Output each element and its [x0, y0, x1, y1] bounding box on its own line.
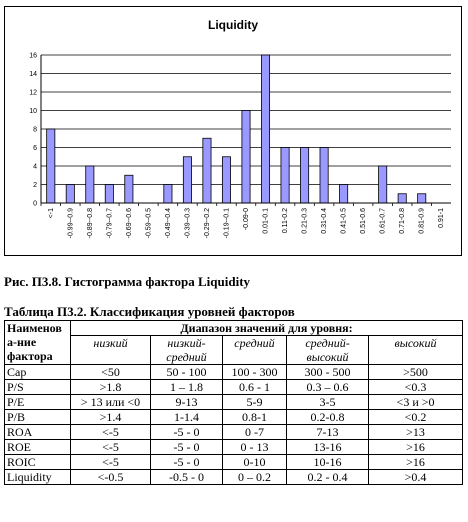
- range-cell: -5 - 0: [151, 440, 223, 455]
- level-header-line: средний: [234, 336, 275, 350]
- histogram-bar: [398, 194, 406, 203]
- level-header-line: высокий: [394, 336, 437, 350]
- x-tick-label: -0.89--0.8: [86, 208, 94, 239]
- table-row: [5, 455, 463, 470]
- range-cell: -5 - 0: [151, 455, 223, 470]
- histogram-bar: [340, 185, 348, 204]
- factor-name-cell: Cap: [5, 365, 71, 380]
- y-tick-label: 12: [29, 89, 37, 97]
- histogram-bar: [47, 129, 55, 203]
- range-cell: -0.5 - 0: [151, 470, 223, 485]
- factor-name-cell: P/E: [5, 395, 71, 410]
- range-cell: <50: [71, 365, 151, 380]
- x-tick-label: -0.99--0.9: [67, 208, 75, 239]
- level-header-line: высокий: [306, 350, 349, 364]
- x-tick-label: 0.81-0.9: [418, 208, 426, 234]
- x-tick-label: -0.29--0.2: [203, 208, 211, 239]
- x-tick-label: -0.69--0.6: [125, 208, 133, 239]
- histogram-bar: [300, 148, 308, 204]
- y-tick-label: 4: [33, 163, 37, 171]
- table-title: Таблица П3.2. Классификация уровней факторов: [4, 304, 295, 319]
- level-header-row: [5, 336, 463, 365]
- table-row: [5, 410, 463, 425]
- histogram-bar: [164, 185, 172, 204]
- x-tick-label: 0.41-0.5: [340, 208, 348, 234]
- range-cell: 7-13: [287, 425, 369, 440]
- histogram-bar: [418, 194, 426, 203]
- level-header: [369, 336, 463, 365]
- range-cell: 0.3 – 0.6: [287, 380, 369, 395]
- histogram-bar: [261, 55, 269, 203]
- factor-name-cell: ROIC: [5, 455, 71, 470]
- range-cell: 300 - 500: [287, 365, 369, 380]
- level-header: [151, 336, 223, 365]
- range-cell: >16: [369, 440, 463, 455]
- factor-header-line: а-ние: [7, 335, 37, 349]
- factor-levels-table: [4, 320, 463, 485]
- range-cell: 0 – 0.2: [223, 470, 287, 485]
- range-cell: >13: [369, 425, 463, 440]
- histogram-bar: [281, 148, 289, 204]
- level-header-line: низкий: [93, 336, 128, 350]
- range-cell: 1 – 1.8: [151, 380, 223, 395]
- y-tick-label: 8: [33, 126, 37, 134]
- x-tick-label: 0.01-0.1: [262, 208, 270, 234]
- histogram-svg: [5, 7, 461, 255]
- factor-name-cell: P/S: [5, 380, 71, 395]
- range-cell: <-5: [71, 455, 151, 470]
- x-tick-label: 0.71-0.8: [399, 208, 407, 234]
- range-cell: <-0.5: [71, 470, 151, 485]
- x-tick-label: -0.79--0.7: [106, 208, 114, 239]
- chart-title: Liquidity: [208, 18, 258, 32]
- range-cell: 0 - 13: [223, 440, 287, 455]
- histogram-chart: [4, 6, 462, 256]
- table-row: [5, 395, 463, 410]
- y-tick-label: 2: [33, 182, 37, 189]
- range-cell: 0.2 - 0.4: [287, 470, 369, 485]
- range-cell: 5-9: [223, 395, 287, 410]
- range-cell: 0.2-0.8: [287, 410, 369, 425]
- range-header: Диапазон значений для уровня:: [71, 321, 463, 336]
- range-cell: <-5: [71, 425, 151, 440]
- x-tick-label: <-1: [47, 208, 55, 219]
- range-cell: 100 - 300: [223, 365, 287, 380]
- range-cell: <0.3: [369, 380, 463, 395]
- figure-caption: Рис. П3.8. Гистограмма фактора Liquidity: [4, 274, 251, 289]
- range-cell: 0-10: [223, 455, 287, 470]
- factor-name-cell: ROE: [5, 440, 71, 455]
- table-row: [5, 425, 463, 440]
- histogram-bar: [379, 166, 387, 203]
- x-tick-label: 0.21-0.3: [301, 208, 309, 234]
- histogram-bar: [242, 111, 250, 204]
- range-cell: -5 - 0: [151, 425, 223, 440]
- histogram-bar: [183, 157, 191, 203]
- factor-name-cell: ROA: [5, 425, 71, 440]
- table-row: [5, 380, 463, 395]
- histogram-bar: [320, 148, 328, 204]
- y-tick-label: 6: [33, 145, 37, 152]
- range-cell: <0.2: [369, 410, 463, 425]
- range-cell: >0.4: [369, 470, 463, 485]
- level-header-line: низкий-: [167, 336, 206, 350]
- range-cell: 13-16: [287, 440, 369, 455]
- range-cell: 0.8-1: [223, 410, 287, 425]
- histogram-bar: [66, 185, 74, 204]
- factor-header: [5, 321, 71, 365]
- range-cell: <3 и >0: [369, 395, 463, 410]
- x-tick-label: 0.61-0.7: [379, 208, 387, 234]
- histogram-bar: [125, 175, 133, 203]
- factor-name-cell: P/B: [5, 410, 71, 425]
- factor-name-cell: Liquidity: [5, 470, 71, 485]
- range-cell: 9-13: [151, 395, 223, 410]
- level-header: [223, 336, 287, 365]
- histogram-bar: [222, 157, 230, 203]
- x-tick-label: 0.31-0.4: [321, 208, 329, 234]
- factor-header-line: Наименов: [7, 321, 62, 335]
- y-tick-label: 0: [33, 200, 37, 208]
- range-cell: 0.6 - 1: [223, 380, 287, 395]
- table-row: [5, 365, 463, 380]
- range-cell: 1-1.4: [151, 410, 223, 425]
- x-tick-label: 0.91-1: [438, 208, 446, 228]
- range-cell: 0 -7: [223, 425, 287, 440]
- level-header-line: средний-: [305, 336, 350, 350]
- range-cell: >1.8: [71, 380, 151, 395]
- x-tick-label: -0.09-0: [243, 208, 250, 231]
- y-tick-label: 14: [29, 71, 37, 78]
- x-tick-label: -0.59--0.5: [145, 208, 153, 239]
- range-cell: >500: [369, 365, 463, 380]
- range-cell: 3-5: [287, 395, 369, 410]
- range-cell: 50 - 100: [151, 365, 223, 380]
- range-cell: > 13 или <0: [71, 395, 151, 410]
- histogram-bar: [86, 166, 94, 203]
- x-tick-label: -0.49--0.4: [164, 208, 172, 239]
- histogram-bar: [105, 185, 113, 204]
- range-cell: >16: [369, 455, 463, 470]
- x-tick-label: 0.51-0.6: [360, 208, 368, 234]
- x-tick-label: -0.19--0.1: [223, 208, 231, 239]
- level-header-line: средний: [166, 350, 207, 364]
- histogram-bar: [203, 138, 211, 203]
- table-row: [5, 470, 463, 485]
- level-header: [287, 336, 369, 365]
- factor-header-line: фактора: [7, 349, 53, 363]
- range-cell: >1.4: [71, 410, 151, 425]
- range-cell: 10-16: [287, 455, 369, 470]
- level-header: [71, 336, 151, 365]
- table-row: [5, 440, 463, 455]
- y-tick-label: 10: [29, 108, 37, 115]
- range-cell: <-5: [71, 440, 151, 455]
- y-tick-label: 16: [29, 52, 37, 60]
- x-tick-label: 0.11-0.2: [282, 208, 290, 234]
- x-tick-label: -0.39--0.3: [184, 208, 192, 239]
